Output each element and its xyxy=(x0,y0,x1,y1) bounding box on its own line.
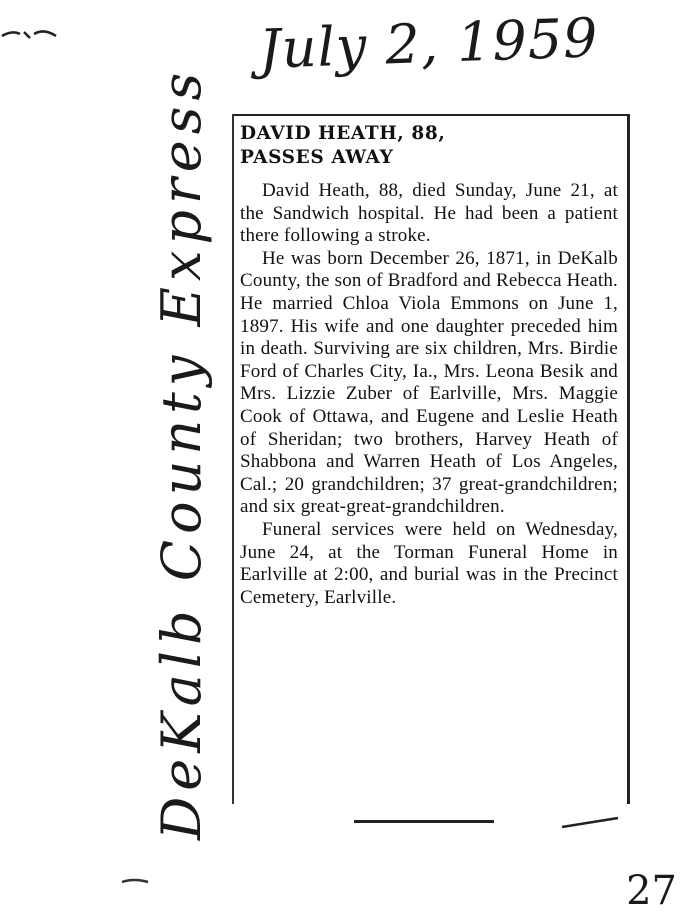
margin-ink-mark xyxy=(120,876,150,886)
clipping-right-rule xyxy=(627,114,630,804)
handwritten-page-number: 27 xyxy=(626,868,677,914)
margin-ink-mark xyxy=(560,816,620,828)
newspaper-clipping xyxy=(232,114,630,830)
margin-ink-mark xyxy=(0,20,60,50)
obituary-article xyxy=(240,122,618,609)
clipping-left-rule xyxy=(232,114,234,804)
article-paragraph-3: Funeral services were held on Wednesday, June 24, at the Torman Funeral Home in Earlville at 2:00, and burial was in the Precinct Cemetery, Earlville. xyxy=(240,518,618,608)
article-end-rule xyxy=(354,820,494,823)
article-paragraph-2: He was born December 26, 1871, in DeKalb County, the son of Bradford and Rebecca Heath. He married Chloa Viola Emmons on June 1, 1897. His wife and one daughter preceded him in death. Surviving are six children, Mrs. Birdie Ford of Charles City, Ia., Mrs. Leona Besik and Mrs. Lizzie Zuber of Earlville, Mrs. Maggie Cook of Ottawa, and Eugene and Leslie Heath of Sheridan; two brothers, Harvey Heath of Shabbona and Warren Heath of Los Angeles, Cal.; 20 grandchildren; 37 great-grandchildren; and six great-great-grandchildren. xyxy=(240,247,618,518)
headline-line-1: DAVID HEATH, 88, xyxy=(240,123,446,144)
handwritten-source: DeKalb County Express xyxy=(150,66,213,840)
article-paragraph-1: David Heath, 88, died Sunday, June 21, at the Sandwich hospital. He had been a patient there following a stroke. xyxy=(240,180,618,247)
handwritten-date: July 2, 1959 xyxy=(258,6,600,81)
clipping-top-rule xyxy=(232,114,630,116)
article-headline xyxy=(240,122,618,170)
headline-line-2: PASSES AWAY xyxy=(240,147,394,168)
